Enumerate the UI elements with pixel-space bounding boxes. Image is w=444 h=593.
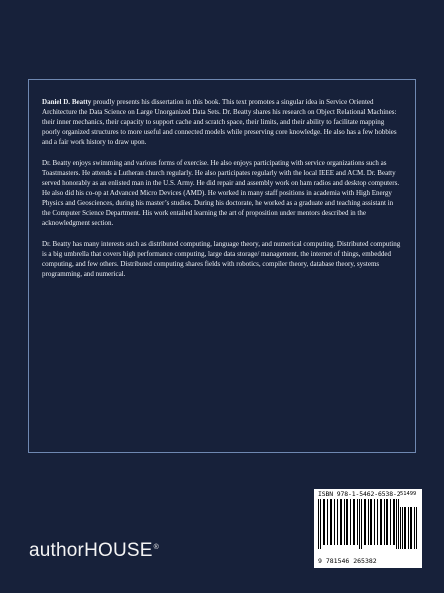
barcode-digits: 9 781546 265382: [318, 557, 377, 565]
registered-mark: ®: [153, 543, 159, 551]
publisher-name: authorHOUSE: [29, 540, 153, 561]
bio-paragraph-1: [42, 98, 402, 148]
barcode-panel: [314, 489, 422, 568]
isbn-label: ISBN 978-1-5462-6538-2: [318, 490, 401, 498]
publisher-logo: [29, 540, 159, 562]
bio-paragraph-2: Dr. Beatty enjoys swimming and various forms of exercise. He also enjoys participating with service organizations such as Toastmasters. He attends a Lutheran church regularly. He also participates regularly with the local IEEE and ACM. Dr. Beatty served honorably as an enlisted man in the U.S. Army. He did repair and assembly work on ham radios and desktop computers. He also did his co-op at Advanced Micro Devices (AMD). He worked in many staff positions in academia with High Energy Physics and Geosciences, during his master’s studies. During his doctorate, he worked as a graduate and teaching assistant in the Computer Science Department. His work entailed learning the art of proposition under mentors described in the acknowledgment section.: [42, 159, 400, 227]
bio-paragraph-3: Dr. Beatty has many interests such as distributed computing, language theory, and numerical computing. Distributed computing is a big umbrella that covers high performance computing, large data storage/ management, the internet of things, embedded computing, and few others. Distributed computing shares fields with robotics, compiler theory, database theory, systems programming, and numerical.: [42, 240, 401, 279]
author-bio: [42, 98, 402, 292]
addon-barcode-icon: [400, 499, 418, 549]
author-name: Daniel D. Beatty: [42, 98, 92, 106]
bio-paragraph-1-text: proudly presents his dissertation in this book. This text promotes a singular idea in Service Oriented Architecture the Data Science on Large Unorganized Data Sets. Dr. Beatty shares his research on Object Relational Machines: their inner mechanics, their capacity to support cache and scratch space, their limits, and their ability to facilitate mapping poorly organized structures to more useful and connected models while preserving core knowledge. He also has a few hobbies and a fair work history to draw upon.: [42, 98, 397, 146]
barcode-addon: 51499: [400, 491, 417, 497]
